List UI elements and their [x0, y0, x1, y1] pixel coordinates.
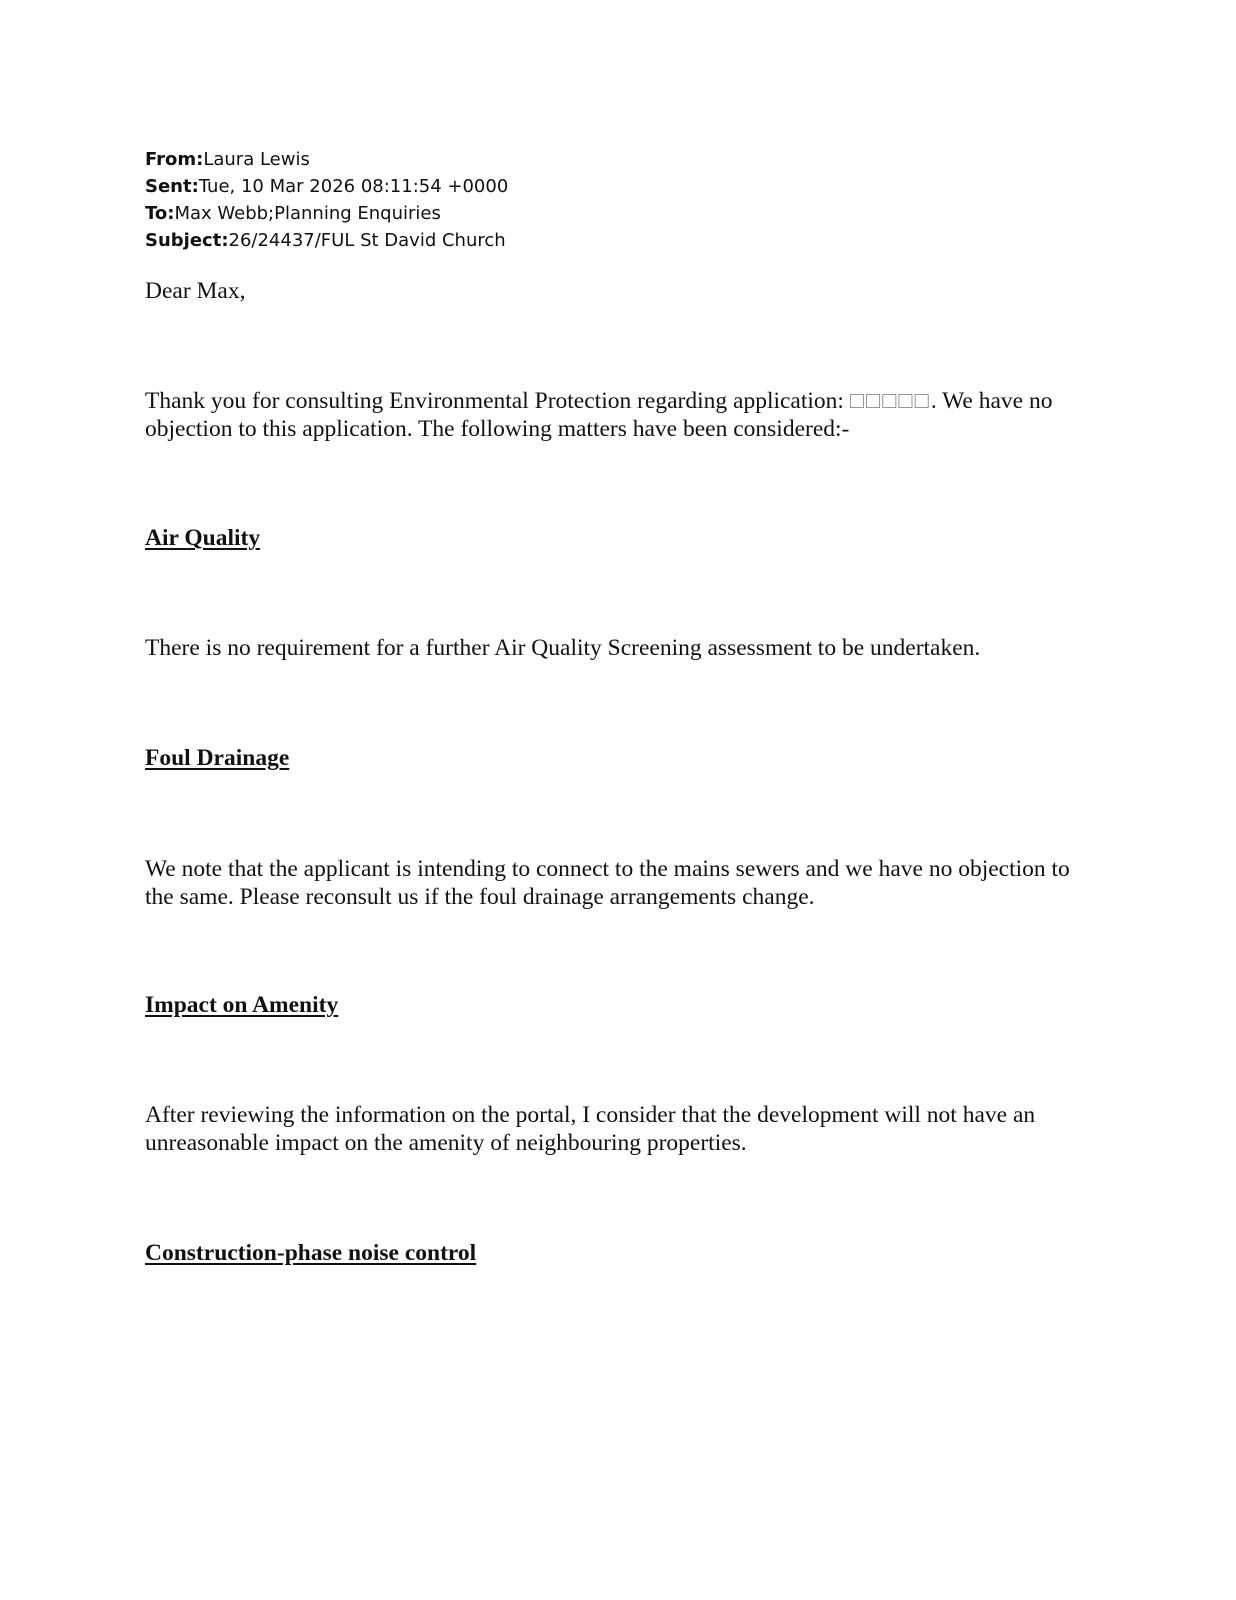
- greeting: Dear Max,: [145, 278, 246, 304]
- section-heading-air-quality: Air Quality: [145, 525, 261, 551]
- intro-text-end: . We have no objection to this application. The following matters have been considered:-: [145, 388, 1053, 442]
- application-number-placeholder: □□□□□: [849, 388, 931, 414]
- intro-paragraph: [145, 387, 1090, 443]
- to-value: Max Webb;Planning Enquiries: [174, 203, 441, 224]
- from-label: From:: [145, 149, 204, 170]
- sent-value: Tue, 10 Mar 2026 08:11:54 +0000: [198, 176, 509, 197]
- intro-text-start: Thank you for consulting Environmental Protection regarding application:: [145, 388, 850, 414]
- section-heading-impact-on-amenity: Impact on Amenity: [145, 992, 339, 1018]
- email-header: [145, 146, 508, 254]
- sent-label: Sent:: [145, 176, 199, 197]
- to-label: To:: [145, 203, 175, 224]
- section-heading-foul-drainage: Foul Drainage: [145, 745, 290, 771]
- from-value: Laura Lewis: [203, 149, 310, 170]
- section-text-air-quality: There is no requirement for a further Air Quality Screening assessment to be undertaken.: [145, 635, 981, 661]
- section-text-foul-drainage: We note that the applicant is intending to connect to the mains sewers and we have no objection to the same. Please reconsult us if the foul drainage arrangements change.: [145, 856, 1070, 910]
- subject-label: Subject:: [145, 230, 229, 251]
- subject-value: 26/24437/FUL St David Church: [228, 230, 506, 251]
- section-heading-construction-noise: Construction-phase noise control: [145, 1240, 477, 1266]
- sent-row: [145, 173, 508, 200]
- section-text-impact-on-amenity: After reviewing the information on the portal, I consider that the development will not have an unreasonable impact on the amenity of neighbouring properties.: [145, 1102, 1036, 1156]
- to-row: [145, 200, 508, 227]
- subject-row: [145, 227, 508, 254]
- from-row: [145, 146, 508, 173]
